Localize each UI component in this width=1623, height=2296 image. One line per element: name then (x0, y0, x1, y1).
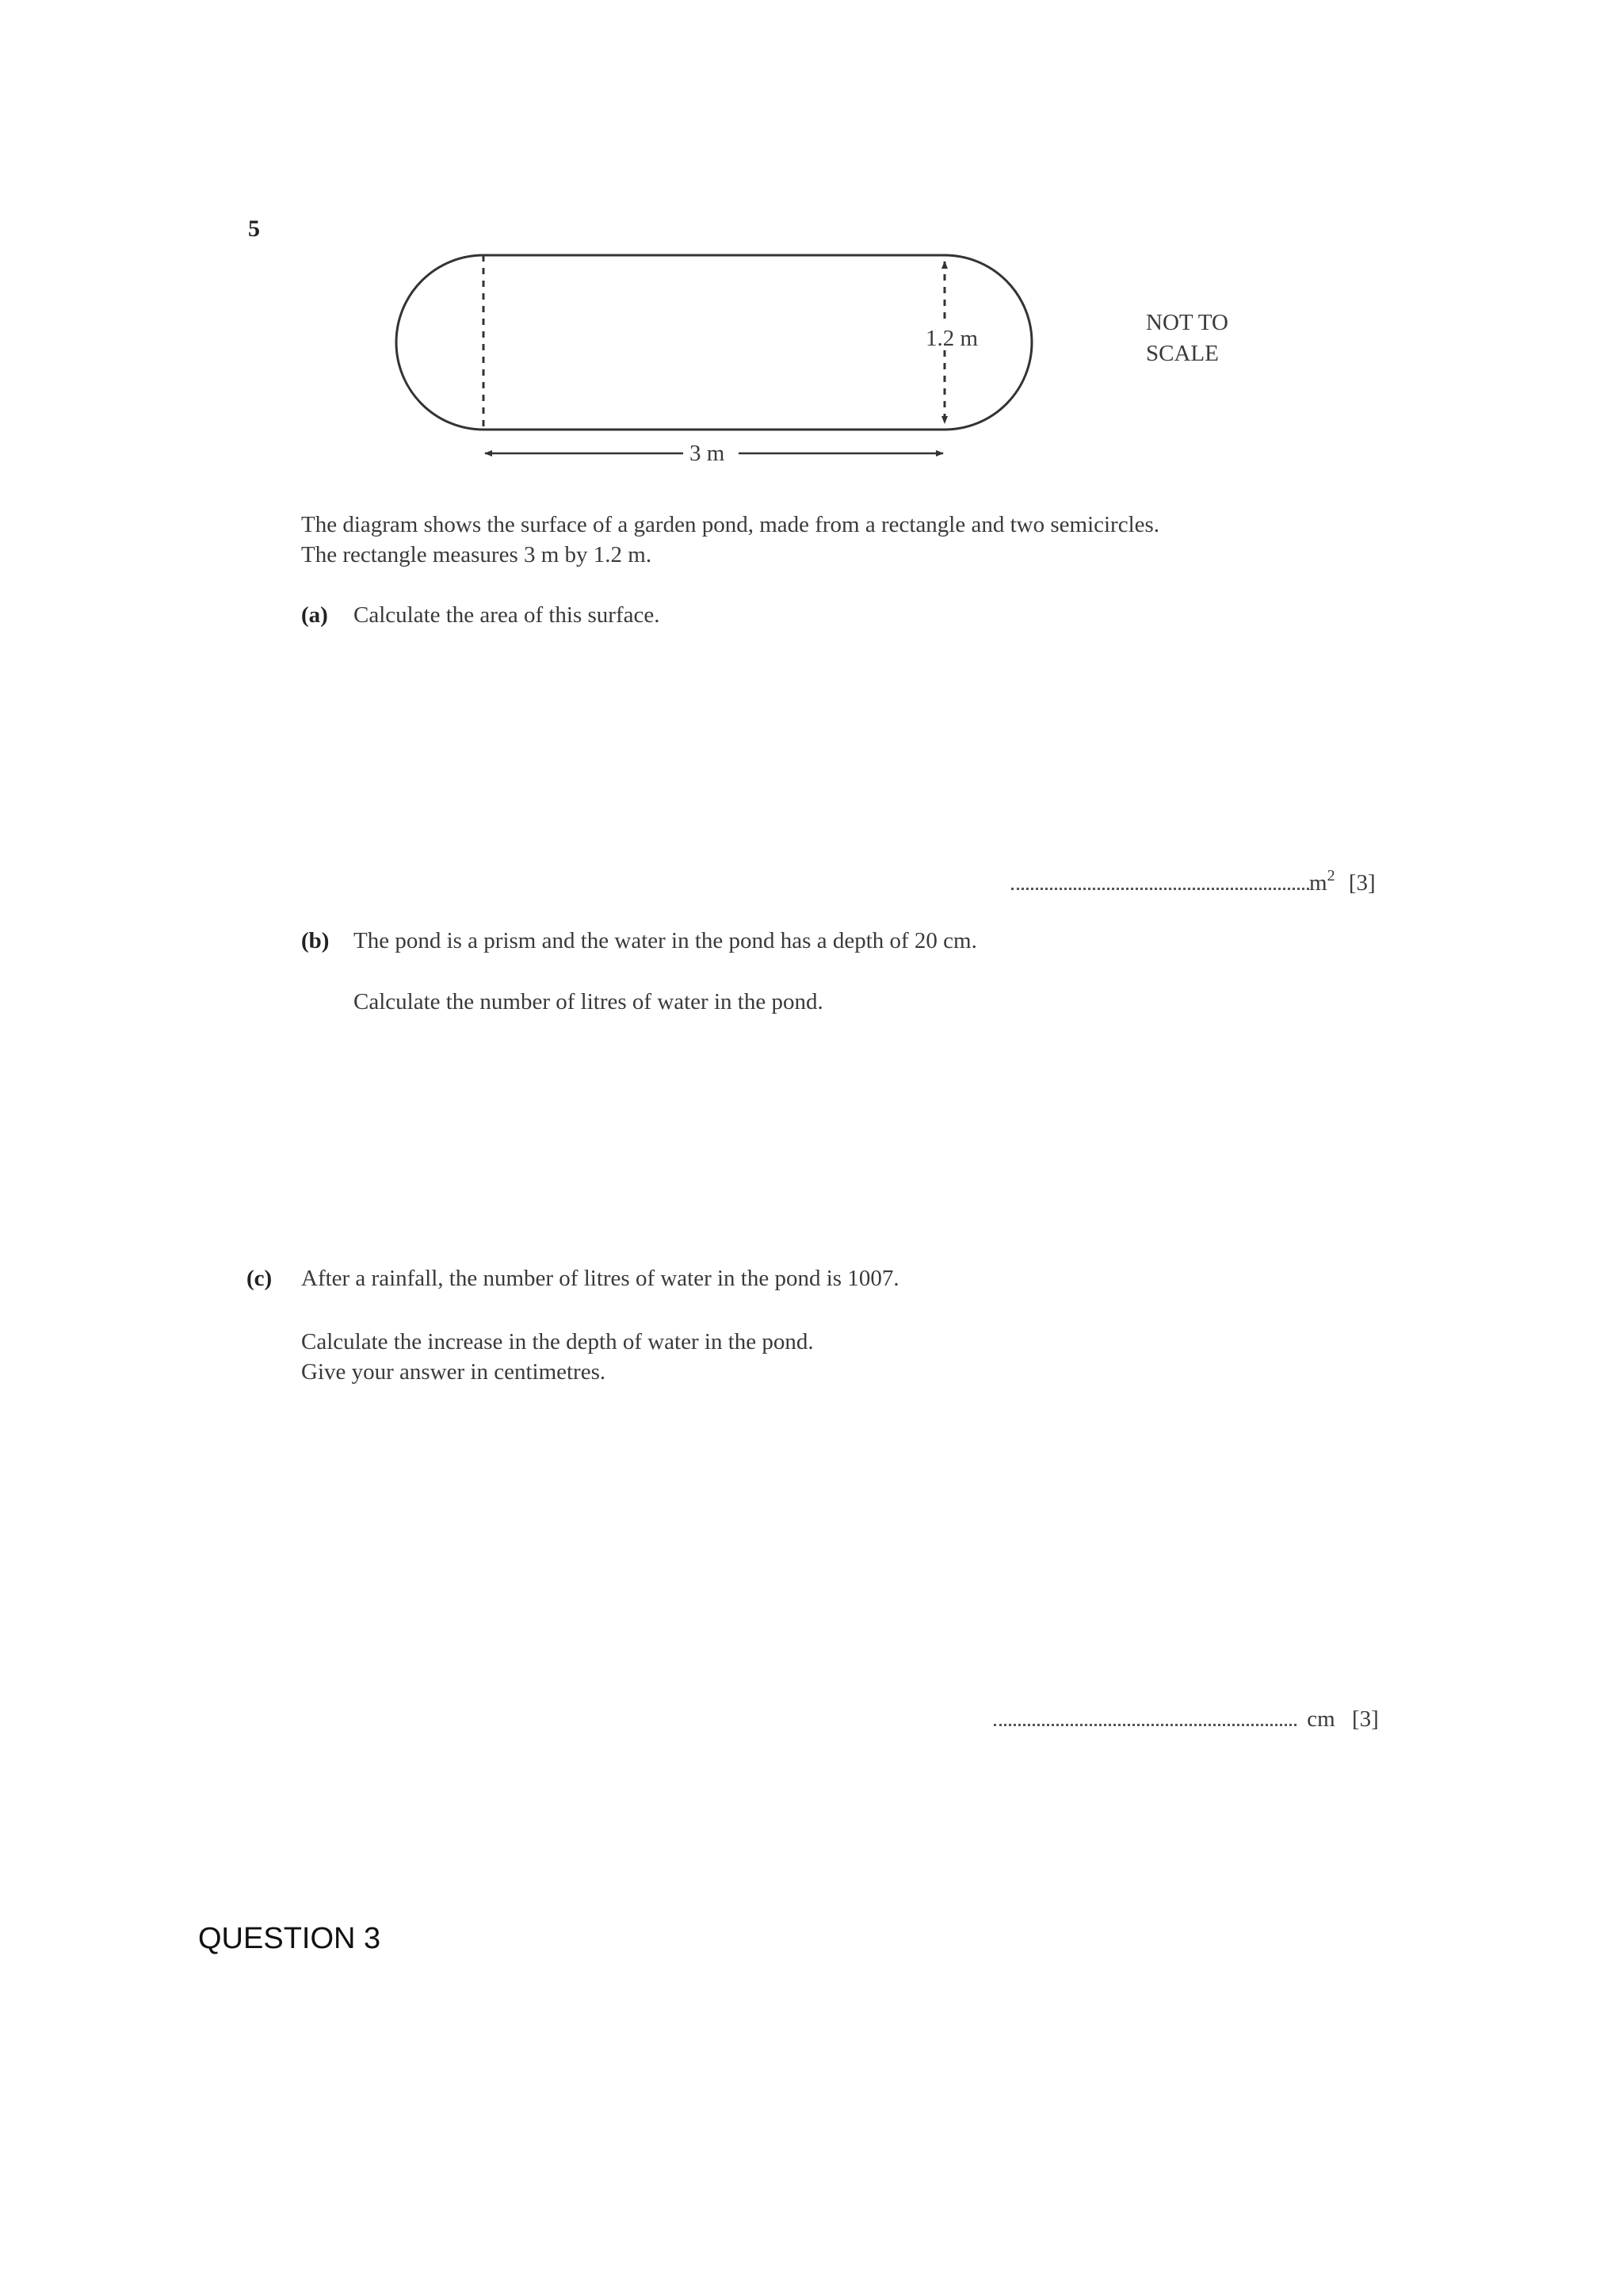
not-to-scale-line-2: SCALE (1146, 341, 1219, 366)
question-number: 5 (248, 216, 260, 242)
part-c-answer-line (994, 1704, 1379, 1734)
length-label: 3 m (689, 441, 725, 466)
height-label: 1.2 m (926, 326, 979, 351)
part-c-text-2: Calculate the increase in the depth of water in the pond. (301, 1329, 814, 1354)
part-a-unit: m (1309, 870, 1327, 896)
part-c-text-1: After a rainfall, the number of litres of water in the pond is 1007. (301, 1266, 899, 1291)
part-b-text-1: The pond is a prism and the water in the pond has a depth of 20 cm. (353, 928, 977, 953)
part-a-answer-line (1011, 868, 1376, 898)
part-c-text-3: Give your answer in centimetres. (301, 1359, 606, 1385)
part-a-marks: [3] (1348, 870, 1376, 896)
part-c-label: (c) (246, 1266, 273, 1291)
part-c-marks: [3] (1351, 1706, 1379, 1732)
intro-line-1: The diagram shows the surface of a garden pond, made from a rectangle and two semicircles. (301, 512, 1160, 537)
part-c-answer-dots[interactable] (994, 1724, 1296, 1726)
footer-question-label: QUESTION 3 (198, 1922, 381, 1955)
part-b-label: (b) (301, 928, 330, 953)
not-to-scale-line-1: NOT TO (1146, 310, 1228, 335)
not-to-scale-note (1146, 308, 1257, 369)
pond-diagram (372, 238, 1086, 476)
intro-line-2: The rectangle measures 3 m by 1.2 m. (301, 542, 652, 567)
part-a-text: Calculate the area of this surface. (353, 602, 660, 628)
part-c-unit: cm (1307, 1706, 1335, 1732)
part-a-unit-power: 2 (1327, 867, 1335, 884)
part-a-answer-dots[interactable] (1011, 888, 1309, 890)
part-b-text-2: Calculate the number of litres of water in the pond. (353, 989, 823, 1014)
part-a-label: (a) (301, 602, 328, 628)
